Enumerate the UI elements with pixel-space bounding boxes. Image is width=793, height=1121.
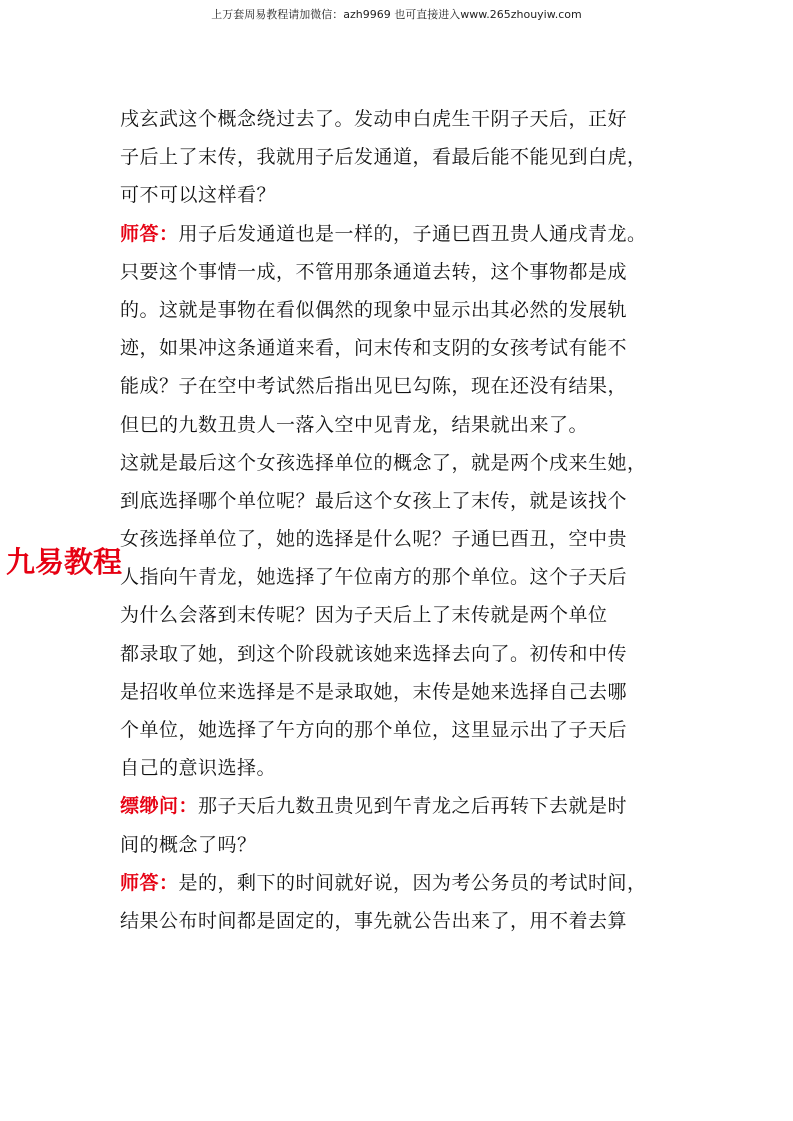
line-text: 子后上了末传，我就用子后发通道，看最后能不能见到白虎， [120, 146, 647, 169]
line-text: 结果公布时间都是固定的，事先就公告出来了，用不着去算 [120, 909, 628, 932]
text-line [120, 711, 680, 749]
line-text: 是招收单位来选择是不是录取她，末传是她来选择自己去哪 [120, 680, 628, 703]
page-header: 上万套周易教程请加微信：azh9969 也可直接进入www.265zhouyiw.com [211, 8, 582, 21]
line-text: 自己的意识选择。 [120, 757, 277, 780]
text-line [120, 291, 680, 329]
text-line [120, 673, 680, 711]
text-line [120, 787, 680, 825]
text-line [120, 100, 680, 138]
text-line [120, 176, 680, 214]
speaker-label: 缥缈问： [120, 795, 199, 818]
text-line [120, 444, 680, 482]
speaker-label: 师答： [120, 871, 179, 894]
text-line [120, 864, 680, 902]
line-text: 的。这就是事物在看似偶然的现象中显示出其必然的发展轨 [120, 298, 628, 321]
line-text: 为什么会落到末传呢？因为子天后上了末传就是两个单位 [120, 604, 608, 627]
text-line [120, 635, 680, 673]
text-line [120, 253, 680, 291]
line-text: 可不可以这样看？ [120, 184, 277, 207]
text-line [120, 138, 680, 176]
text-line [120, 215, 680, 253]
text-line [120, 482, 680, 520]
text-line [120, 558, 680, 596]
text-line [120, 749, 680, 787]
text-line [120, 406, 680, 444]
body-text [120, 100, 680, 940]
line-text: 是的，剩下的时间就好说，因为考公务员的考试时间， [178, 871, 647, 894]
line-text: 能成？子在空中考试然后指出见巳勾陈，现在还没有结果， [120, 375, 628, 398]
text-line [120, 520, 680, 558]
line-text: 人指向午青龙，她选择了午位南方的那个单位。这个子天后 [120, 566, 628, 589]
line-text: 迹，如果冲这条通道来看，问末传和支阴的女孩考试有能不 [120, 337, 628, 360]
line-text: 女孩选择单位了，她的选择是什么呢？子通巳酉丑，空中贵 [120, 528, 628, 551]
line-text: 只要这个事情一成，不管用那条通道去转，这个事物都是成 [120, 260, 628, 283]
line-text: 到底选择哪个单位呢？最后这个女孩上了末传，就是该找个 [120, 489, 628, 512]
speaker-label: 师答： [120, 222, 179, 245]
line-text: 都录取了她，到这个阶段就该她来选择去向了。初传和中传 [120, 642, 628, 665]
text-line [120, 902, 680, 940]
text-line [120, 329, 680, 367]
line-text: 用子后发通道也是一样的，子通巳酉丑贵人通戌青龙。 [178, 222, 647, 245]
text-line [120, 367, 680, 405]
line-text: 那子天后九数丑贵见到午青龙之后再转下去就是时 [198, 795, 628, 818]
watermark-logo: 九易教程 [6, 545, 123, 579]
line-text: 间的概念了吗？ [120, 833, 257, 856]
text-line [120, 826, 680, 864]
line-text: 但巳的九数丑贵人一落入空中见青龙，结果就出来了。 [120, 413, 589, 436]
line-text: 这就是最后这个女孩选择单位的概念了，就是两个戌来生她， [120, 451, 647, 474]
text-line [120, 596, 680, 634]
line-text: 个单位，她选择了午方向的那个单位，这里显示出了子天后 [120, 719, 628, 741]
line-text: 戌玄武这个概念绕过去了。发动申白虎生干阴子天后，正好 [120, 108, 628, 130]
